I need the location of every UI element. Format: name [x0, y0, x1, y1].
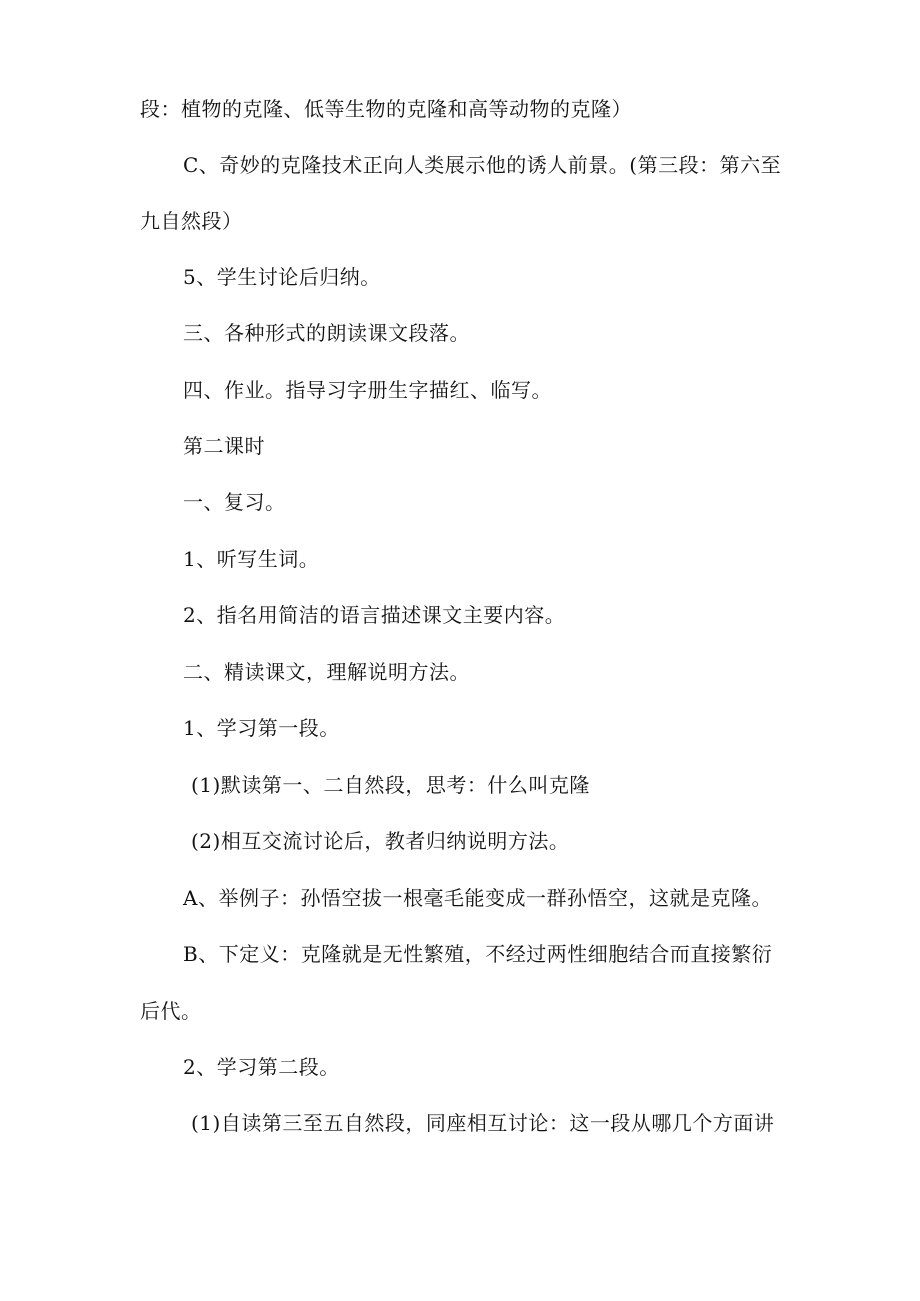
paragraph-line: 2、学习第二段。 — [183, 1055, 340, 1079]
paragraph-line: 2、指名用简洁的语言描述课文主要内容。 — [183, 603, 566, 627]
paragraph-line: 1、学习第一段。 — [183, 716, 340, 740]
paragraph-line: B、下定义：克隆就是无性繁殖，不经过两性细胞结合而直接繁衍 — [183, 942, 773, 966]
paragraph-line: C、奇妙的克隆技术正向人类展示他的诱人前景。(第三段：第六至 — [183, 153, 782, 177]
paragraph-line: 1、听写生词。 — [183, 547, 320, 571]
paragraph-line: 三、各种形式的朗读课文段落。 — [183, 321, 470, 345]
paragraph-line: A、举例子：孙悟空拔一根毫毛能变成一群孙悟空，这就是克隆。 — [183, 886, 772, 910]
paragraph-line: 5、学生讨论后归纳。 — [183, 265, 381, 289]
paragraph-line: (2)相互交流讨论后，教者归纳说明方法。 — [191, 829, 570, 853]
paragraph-line: 后代。 — [140, 999, 202, 1023]
paragraph-line: (1)自读第三至五自然段，同座相互讨论：这一段从哪几个方面讲 — [191, 1111, 775, 1135]
paragraph-line: 一、复习。 — [183, 490, 286, 514]
section-heading: 第二课时 — [183, 434, 265, 458]
paragraph-line: 四、作业。指导习字册生字描红、临写。 — [183, 378, 552, 402]
paragraph-line: 二、精读课文，理解说明方法。 — [183, 660, 470, 684]
paragraph-line: 九自然段） — [140, 209, 243, 233]
paragraph-line: (1)默读第一、二自然段，思考：什么叫克隆 — [191, 773, 590, 797]
paragraph-line: 段：植物的克隆、低等生物的克隆和高等动物的克隆） — [140, 97, 632, 121]
